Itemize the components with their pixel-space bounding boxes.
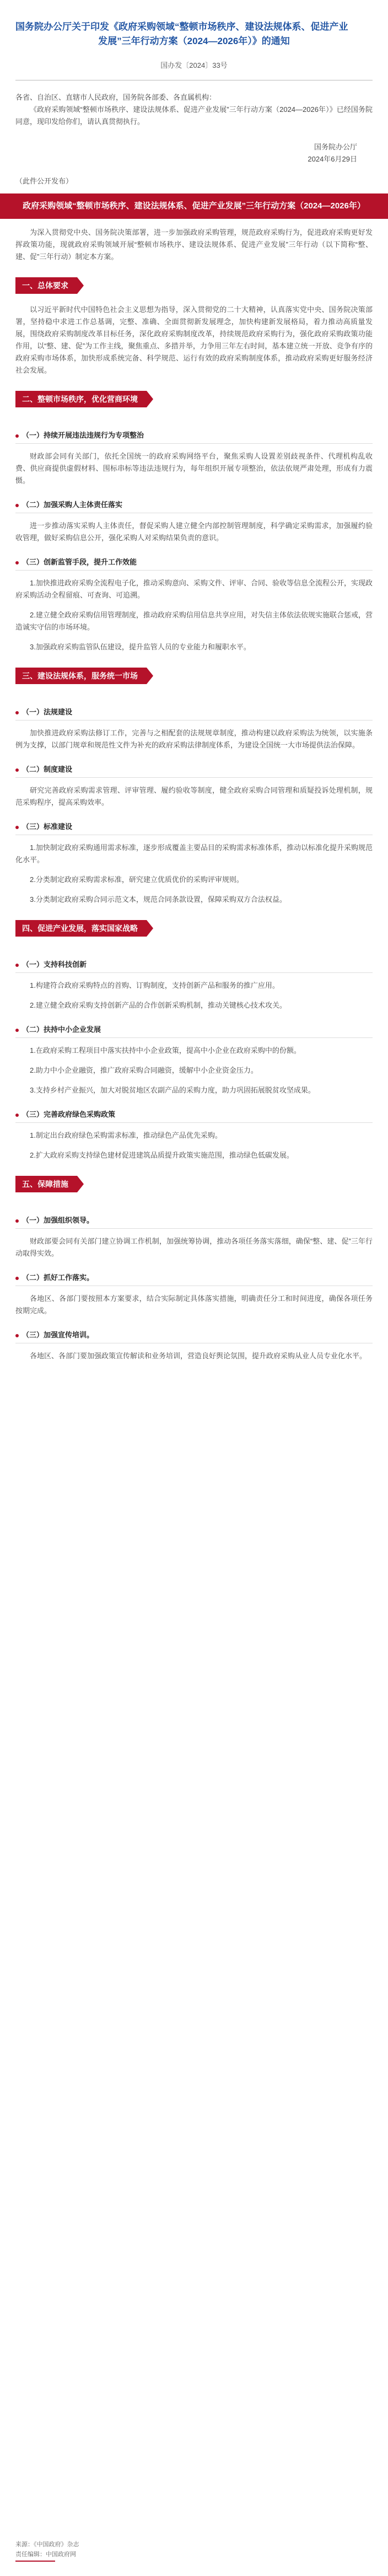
section-paragraph: 1.制定出台政府绿色采购需求标准，推动绿色产品优先采购。 bbox=[30, 1131, 222, 1139]
section-paragraph: 2.助力中小企业融资，推广政府采购合同融资，缓解中小企业资金压力。 bbox=[30, 1066, 258, 1074]
section-heading: 三、建设法规体系，服务统一市场 bbox=[15, 668, 147, 684]
section-paragraph: 1.加快制定政府采购通用需求标准，逐步形成覆盖主要品目的采购需求标准体系，推动以标准化提升采购规范化水平。 bbox=[15, 843, 373, 864]
section-paragraph: 各地区、各部门要加强政策宣传解读和业务培训，营造良好舆论氛围，提升政府采购从业人员专业化水平。 bbox=[30, 1352, 367, 1360]
subsection-heading: （二）扶持中小企业发展 bbox=[15, 1024, 373, 1038]
subsection-heading: （一）支持科技创新 bbox=[15, 959, 373, 973]
section-paragraph: 财政部要会同有关部门建立协调工作机制，加强统筹协调，推动各项任务落实落细，确保“整、建、促”三年行动取得实效。 bbox=[15, 1237, 373, 1257]
document-number: 国办发〔2024〕33号 bbox=[160, 61, 228, 69]
section-paragraph: 1.加快推进政府采购全流程电子化，推动采购意向、采购文件、评审、合同、验收等信息全流程公开，实现政府采购活动全程留痕、可查询、可追溯。 bbox=[15, 579, 373, 599]
subsection-heading: （三）标准建设 bbox=[15, 821, 373, 835]
plan-intro: 为深入贯彻党中央、国务院决策部署，进一步加强政府采购管理，规范政府采购行为，促进政府采购更好发挥政策功能，现就政府采购领域开展“整顿市场秩序、建设法规体系、促进产业发展”三年行动（以下简称“整、建、促”三年行动）制定本方案。 bbox=[15, 228, 373, 261]
section-heading: 五、保障措施 bbox=[15, 1176, 77, 1192]
section-paragraph: 财政部会同有关部门，依托全国统一的政府采购网络平台，聚焦采购人设置差别歧视条件、代理机构乱收费、供应商提供虚假材料、围标串标等违法违规行为，每年组织开展专项整治，依法依规严肃处理，形成有力震慑。 bbox=[15, 452, 373, 485]
footer-editor: 责任编辑：中国政府网 bbox=[15, 2551, 76, 2558]
section-paragraph: 3.支持乡村产业振兴，加大对脱贫地区农副产品的采购力度，助力巩固拓展脱贫攻坚成果。 bbox=[30, 1086, 315, 1094]
notice-title bbox=[15, 0, 373, 49]
section-paragraph: 研究完善政府采购需求管理、评审管理、履约验收等制度，健全政府采购合同管理和质疑投诉处理机制，规范采购程序，提高采购效率。 bbox=[15, 786, 373, 806]
recipients: 各省、自治区、直辖市人民政府，国务院各部委、各直属机构： bbox=[15, 93, 217, 101]
issuer: 国务院办公厅 bbox=[314, 143, 357, 151]
notice-title-line1: 国务院办公厅关于印发《政府采购领域“整顿市场秩序、建设法规体系、促进产业 bbox=[15, 21, 348, 32]
issuer-block bbox=[15, 141, 373, 165]
section-heading: 一、总体要求 bbox=[15, 277, 77, 294]
subsection-heading: （三）创新监管手段，提升工作效能 bbox=[15, 556, 373, 571]
subsection-heading: （一）持续开展违法违规行为专项整治 bbox=[15, 429, 373, 444]
section-paragraph: 以习近平新时代中国特色社会主义思想为指导，深入贯彻党的二十大精神，认真落实党中央、国务院决策部署，坚持稳中求进工作总基调，完整、准确、全面贯彻新发展理念，加快构建新发展格局，着力推动高质量发展，围绕政府采购制度改革目标任务，深化政府采购制度改革，持续规范政府采购行为，强化政府采购政策功能作用，以“整、建、促”为工作主线，聚焦重点、多措并举，力争用三年左右时间，基本建立统一开放、竞争有序的政府采购市场体系，加快形成系统完备、科学规范、运行有效的政府采购制度体系，推动政府采购更好服务经济社会发展。 bbox=[15, 305, 373, 374]
section-paragraph: 2.分类制定政府采购需求标准，研究建立优质优价的采购评审规则。 bbox=[30, 875, 244, 884]
section-paragraph: 3.分类制定政府采购合同示范文本，规范合同条款设置，保障采购双方合法权益。 bbox=[30, 895, 287, 904]
subsection-heading: （二）抓好工作落实。 bbox=[15, 1272, 373, 1286]
plan-title-banner: 政府采购领域“整顿市场秩序、建设法规体系、促进产业发展”三年行动方案（2024—2026年） bbox=[0, 193, 388, 219]
public-note: （此件公开发布） bbox=[15, 177, 73, 185]
section-paragraph: 各地区、各部门要按照本方案要求，结合实际制定具体落实措施，明确责任分工和时间进度，确保各项任务按期完成。 bbox=[15, 1294, 373, 1315]
notice-body: 《政府采购领域“整顿市场秩序、建设法规体系、促进产业发展”三年行动方案（2024—2026年）》已经国务院同意，现印发给你们，请认真贯彻执行。 bbox=[15, 105, 373, 126]
subsection-heading: （二）加强采购人主体责任落实 bbox=[15, 499, 373, 513]
section-paragraph: 2.建立健全政府采购信用管理制度，推动政府采购信用信息共享应用，对失信主体依法依规实施联合惩戒，营造诚实守信的市场环境。 bbox=[15, 611, 373, 631]
issue-date: 2024年6月29日 bbox=[308, 155, 357, 163]
footer-source: 来源：《中国政府》杂志 bbox=[15, 2541, 79, 2548]
section-paragraph: 2.建立健全政府采购支持创新产品的合作创新采购机制，推动关键核心技术攻关。 bbox=[30, 1001, 287, 1009]
footer-accent-bar bbox=[15, 2561, 55, 2562]
section-paragraph: 3.加强政府采购监管队伍建设，提升监管人员的专业能力和履职水平。 bbox=[30, 643, 251, 651]
section-heading: 二、整顿市场秩序，优化营商环境 bbox=[15, 391, 147, 407]
section-paragraph: 1.在政府采购工程项目中落实扶持中小企业政策，提高中小企业在政府采购中的份额。 bbox=[30, 1046, 301, 1055]
subsection-heading: （三）加强宣传培训。 bbox=[15, 1329, 373, 1343]
notice-title-line2: 发展”三年行动方案（2024—2026年）》的通知 bbox=[98, 36, 290, 46]
subsection-heading: （三）完善政府绿色采购政策 bbox=[15, 1109, 373, 1123]
subsection-heading: （一）加强组织领导。 bbox=[15, 1214, 373, 1229]
section-paragraph: 1.构建符合政府采购特点的首购、订购制度，支持创新产品和服务的推广应用。 bbox=[30, 981, 279, 989]
section-heading: 四、促进产业发展，落实国家战略 bbox=[15, 920, 147, 937]
subsection-heading: （一）法规建设 bbox=[15, 706, 373, 720]
section-paragraph: 2.扩大政府采购支持绿色建材促进建筑品质提升政策实施范围，推动绿色低碳发展。 bbox=[30, 1151, 294, 1159]
section-paragraph: 进一步推动落实采购人主体责任，督促采购人建立健全内部控制管理制度，科学确定采购需求，加强履约验收管理，做好采购信息公开，强化采购人对采购结果负责的意识。 bbox=[15, 521, 373, 542]
section-paragraph: 加快推进政府采购法修订工作，完善与之相配套的法规规章制度，推动构建以政府采购法为统领，以实施条例为支撑，以部门规章和规范性文件为补充的政府采购法律制度体系，为建设全国统一大市场提供法治保障。 bbox=[15, 729, 373, 749]
footer bbox=[15, 2540, 79, 2562]
subsection-heading: （二）制度建设 bbox=[15, 763, 373, 778]
